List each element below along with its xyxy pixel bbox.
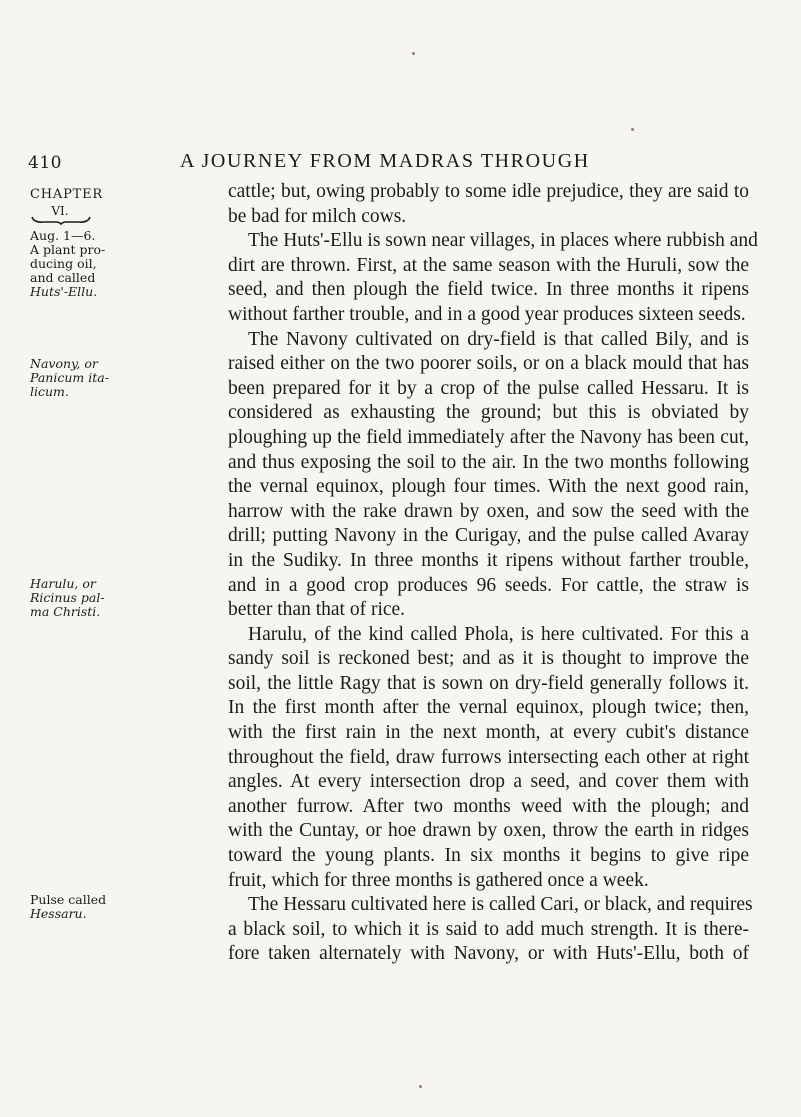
text-line: with the Cuntay, or hoe drawn by oxen, throw the earth in ridges <box>228 820 749 842</box>
margin-date: Aug. 1—6. <box>30 228 96 243</box>
text-line: fruit, which for three months is gathered once a week. <box>228 869 649 891</box>
text-line: sandy soil is reckoned best; and as it is thought to improve the <box>228 648 749 670</box>
text-line: and thus exposing the soil to the air. In the two months following <box>228 451 749 473</box>
text-line: The Huts'-Ellu is sown near villages, in places where rubbish and <box>248 230 758 252</box>
text-line: The Hessaru cultivated here is called Cari, or black, and requires <box>248 894 753 916</box>
text-line: dirt are thrown. First, at the same season with the Huruli, sow the <box>228 254 749 276</box>
text-line: with the first rain in the next month, at every cubit's distance <box>228 722 749 744</box>
text-line: ploughing up the field immediately after the Navony has been cut, <box>228 426 749 448</box>
margin-line: Huts'-Ellu. <box>30 284 98 299</box>
text-line: been prepared for it by a crop of the pulse called Hessaru. It is <box>228 377 749 399</box>
margin-line: Navony, or <box>30 356 98 371</box>
text-line: seed, and then plough the field twice. In three months it ripens <box>228 279 749 301</box>
margin-note-navony <box>30 357 122 399</box>
text-line: raised either on the two poorer soils, or on a black mould that has <box>228 353 749 375</box>
text-line: drill; putting Navony in the Curigay, and the pulse called Avaray <box>228 525 749 547</box>
text-line: harrow with the rake drawn by oxen, and sow the seed with the <box>228 500 749 522</box>
text-line: The Navony cultivated on dry-field is that called Bily, and is <box>248 328 749 350</box>
text-line: fore taken alternately with Navony, or with Huts'-Ellu, both of <box>228 943 749 965</box>
margin-line: licum. <box>30 384 69 399</box>
margin-note-oil-plant <box>30 243 122 299</box>
margin-chapter-block <box>30 188 122 299</box>
text-line: another furrow. After two months weed with the plough; and <box>228 795 749 817</box>
paper-speck <box>419 1085 422 1088</box>
text-line: throughout the field, draw furrows intersecting each other at right <box>228 746 749 768</box>
page-number: 410 <box>28 153 62 173</box>
margin-line: Hessaru. <box>30 906 87 921</box>
text-line: without farther trouble, and in a good year produces sixteen seeds. <box>228 303 746 325</box>
paper-speck <box>412 52 415 55</box>
text-line: soil, the little Ragy that is sown on dry-field generally follows it. <box>228 672 749 694</box>
text-line: be bad for milch cows. <box>228 205 407 227</box>
text-line: in the Sudiky. In three months it ripens without farther trouble, <box>228 549 749 571</box>
margin-line: ma Christi. <box>30 604 101 619</box>
body-text <box>228 180 758 967</box>
margin-line: Ricinus pal- <box>30 590 105 605</box>
text-line: angles. At every intersection drop a seed, and cover them with <box>228 771 749 793</box>
text-line: the vernal equinox, plough four times. With the next good rain, <box>228 476 749 498</box>
running-head: A JOURNEY FROM MADRAS THROUGH <box>180 150 590 172</box>
margin-line: A plant pro- <box>30 242 106 257</box>
text-line: In the first month after the vernal equinox, plough twice; then, <box>228 697 749 719</box>
text-line: toward the young plants. In six months it begins to give ripe <box>228 845 749 867</box>
margin-note-harulu <box>30 577 122 619</box>
margin-line: ducing oil, <box>30 256 97 271</box>
margin-line: Panicum ita- <box>30 370 109 385</box>
text-line: and in a good crop produces 96 seeds. For cattle, the straw is <box>228 574 749 596</box>
paper-speck <box>631 128 634 131</box>
margin-line: Harulu, or <box>30 576 96 591</box>
text-line: considered as exhausting the ground; but this is obviated by <box>228 402 749 424</box>
margin-line: and called <box>30 270 96 285</box>
margin-line: Pulse called <box>30 892 107 907</box>
margin-note-hessaru <box>30 893 122 921</box>
text-line: a black soil, to which it is said to add much strength. It is there- <box>228 918 749 940</box>
text-line: cattle; but, owing probably to some idle prejudice, they are said to <box>228 181 749 202</box>
text-line: better than that of rice. <box>228 599 406 621</box>
text-line: Harulu, of the kind called Phola, is here cultivated. For this a <box>248 623 749 645</box>
chapter-label: CHAPTER <box>30 187 103 202</box>
chapter-number: VI. <box>51 204 69 218</box>
